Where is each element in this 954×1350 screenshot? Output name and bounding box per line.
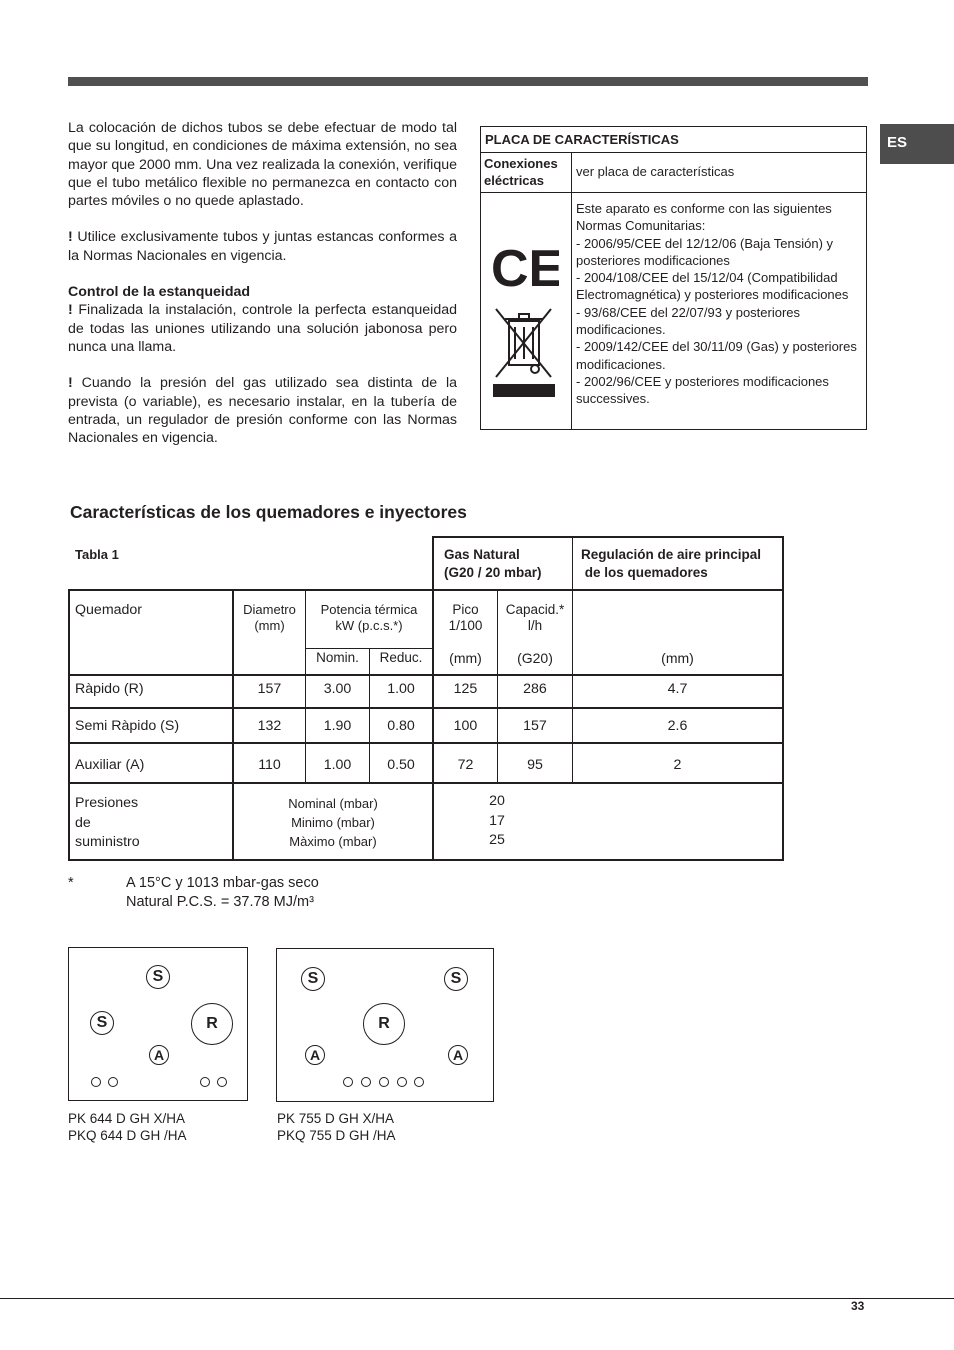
knob-icon (200, 1077, 210, 1087)
ce-mark-text: CE (491, 244, 559, 294)
paragraph-seals-text: Utilice exclusivamente tubos y juntas estancas conformes a la Normas Nacionales en vigencia. (68, 229, 457, 264)
col-reduc: Reduc. (379, 650, 423, 665)
burner-auxiliary: A (305, 1045, 325, 1065)
row-pico: 125 (453, 681, 478, 697)
norm-intro: Este aparato es conforme con las siguientes Normas Comunitarias: (576, 201, 832, 234)
table-line (232, 589, 234, 861)
table-line (432, 536, 434, 861)
burner-semi-rapid: S (444, 967, 468, 991)
table-line (432, 536, 784, 538)
table-line (497, 589, 498, 783)
placa-conexiones-row (481, 153, 866, 193)
page-number: 33 (851, 1299, 865, 1313)
row-nomin: 1.90 (323, 718, 352, 734)
col-potencia: Potencia térmica kW (p.c.s.*) (320, 602, 418, 633)
table-line (68, 707, 784, 709)
placa-title: PLACA DE CARACTERÍSTICAS (485, 132, 679, 147)
row-diametro: 157 (257, 681, 282, 697)
paragraph-regulator-text: Cuando la presión del gas utilizado sea distinta de la prevista (o variable), es necesario instalar, en la tubería de entrada, un regulador de presión conforme con las Normas Nacionales en vigencia. (68, 375, 457, 447)
norm-item: - 2002/96/CEE y posteriores modificaciones successives. (576, 373, 829, 407)
table-line (68, 589, 70, 861)
conexiones-label: Conexiones eléctricas (484, 156, 558, 188)
burner-semi-rapid: S (90, 1011, 114, 1035)
burner-rapid: R (363, 1003, 405, 1045)
col-capacid: Capacid.* l/h (505, 602, 565, 633)
row-air: 2 (673, 757, 682, 773)
knob-icon (414, 1077, 424, 1087)
ce-mark-icon (491, 244, 559, 294)
model-label-755: PK 755 D GH X/HA PKQ 755 D GH /HA (277, 1111, 396, 1143)
warning-mark: ! (68, 229, 73, 246)
table-line (68, 782, 784, 784)
burner-auxiliary: A (149, 1045, 169, 1065)
norm-item: - 2006/95/CEE del 12/12/06 (Baja Tensión) y posteriores modificaciones (576, 235, 834, 268)
row-air: 4.7 (667, 681, 688, 697)
row-diametro: 110 (258, 757, 281, 773)
norms-list (576, 200, 864, 408)
table-line (369, 648, 370, 783)
row-capacid: 157 (523, 718, 547, 734)
burner-semi-rapid: S (301, 967, 325, 991)
norm-item: - 2009/142/CEE del 30/11/09 (Gas) y posteriores modificaciones. (576, 339, 857, 372)
knob-icon (217, 1077, 227, 1087)
paragraph-seals (68, 228, 457, 265)
col-nomin: Nomin. (316, 650, 359, 665)
row-diametro: 132 (257, 718, 282, 734)
table-line (306, 648, 432, 649)
footnote-line2: Natural P.C.S. = 37.78 MJ/m³ (126, 894, 314, 910)
row-name: Auxiliar (A) (75, 757, 145, 773)
row-name: Semi Ràpido (S) (75, 718, 180, 734)
paragraph-tubes: La colocación de dichos tubos se debe efectuar de modo tal que su longitud, en condiciones de máxima extensión, no sea mayor que 2000 mm. Una vez realizada la conexión, verifique que el tubo metálico flexible no permanezca en contacto con partes móviles o no quede aplastado. (68, 120, 457, 210)
col-quemador: Quemador (75, 602, 143, 618)
weee-bin-icon (491, 307, 557, 399)
leak-heading (68, 283, 457, 301)
rating-plate-table (480, 126, 867, 430)
table-line (68, 589, 784, 591)
row-reduc: 0.80 (387, 718, 415, 734)
language-tab: ES (880, 124, 954, 164)
presiones-label: Presiones de suministro (75, 795, 140, 850)
footnote-line1: A 15°C y 1013 mbar-gas seco (126, 875, 319, 891)
knob-icon (343, 1077, 353, 1087)
section-title: Características de los quemadores e inyectores (70, 502, 467, 522)
knob-icon (379, 1077, 389, 1087)
burner-semi-rapid: S (146, 965, 170, 989)
row-air: 2.6 (667, 718, 688, 734)
norm-item: - 2004/108/CEE del 15/12/04 (Compatibilidad Electromagnética) y posteriores modificaciones (576, 270, 849, 303)
warning-mark: ! (68, 375, 73, 392)
row-nomin: 1.00 (323, 757, 352, 773)
table-line (305, 589, 306, 783)
knob-icon (108, 1077, 118, 1087)
table-line (68, 742, 784, 744)
footnote-mark: * (68, 875, 74, 891)
table-line (68, 859, 784, 861)
row-pico: 100 (453, 718, 478, 734)
presiones-values: 20 17 25 (489, 793, 505, 848)
leak-heading-text: Control de la estanqueidad (68, 284, 251, 301)
paragraph-leak (68, 301, 457, 356)
col-capacid-unit: (G20) (517, 650, 553, 666)
presiones-names: Nominal (mbar) Minimo (mbar) Màximo (mbar) (288, 796, 378, 849)
bottom-rule (0, 1298, 954, 1299)
table-label: Tabla 1 (75, 547, 119, 562)
paragraph-leak-text: Finalizada la instalación, controle la perfecta estanqueidad de todas las uniones utilizando una solución jabonosa pero nunca una llama. (68, 302, 457, 355)
col-air-unit: (mm) (661, 650, 694, 666)
row-capacid: 95 (527, 757, 543, 773)
burner-rapid: R (191, 1003, 233, 1045)
norm-item: - 93/68/CEE del 22/07/93 y posteriores modificaciones. (576, 304, 801, 338)
hob-diagram-644 (68, 947, 248, 1101)
row-reduc: 0.50 (387, 757, 415, 773)
table-line (68, 674, 784, 676)
placa-divider (571, 153, 572, 430)
placa-title-row (481, 127, 866, 153)
air-header: Regulación de aire principal de los quemadores (581, 547, 762, 580)
knob-icon (91, 1077, 101, 1087)
top-rule (68, 77, 868, 86)
row-nomin: 3.00 (323, 681, 352, 697)
row-pico: 72 (457, 757, 474, 773)
col-pico-unit: (mm) (449, 650, 482, 666)
paragraph-regulator (68, 374, 457, 447)
model-label-644: PK 644 D GH X/HA PKQ 644 D GH /HA (68, 1111, 187, 1143)
row-name: Ràpido (R) (75, 681, 144, 697)
col-diametro: Diametro (mm) (243, 602, 296, 633)
hob-diagram-755 (276, 948, 494, 1102)
row-reduc: 1.00 (387, 681, 415, 697)
gas-header: Gas Natural (G20 / 20 mbar) (444, 547, 542, 580)
warning-mark: ! (68, 302, 73, 319)
table-line (572, 536, 573, 783)
table-line (782, 536, 784, 861)
conexiones-value: ver placa de características (576, 164, 735, 179)
burner-auxiliary: A (448, 1045, 468, 1065)
knob-icon (397, 1077, 407, 1087)
installation-text (68, 119, 457, 447)
col-pico: Pico 1/100 (448, 602, 483, 633)
row-capacid: 286 (523, 681, 547, 697)
knob-icon (361, 1077, 371, 1087)
